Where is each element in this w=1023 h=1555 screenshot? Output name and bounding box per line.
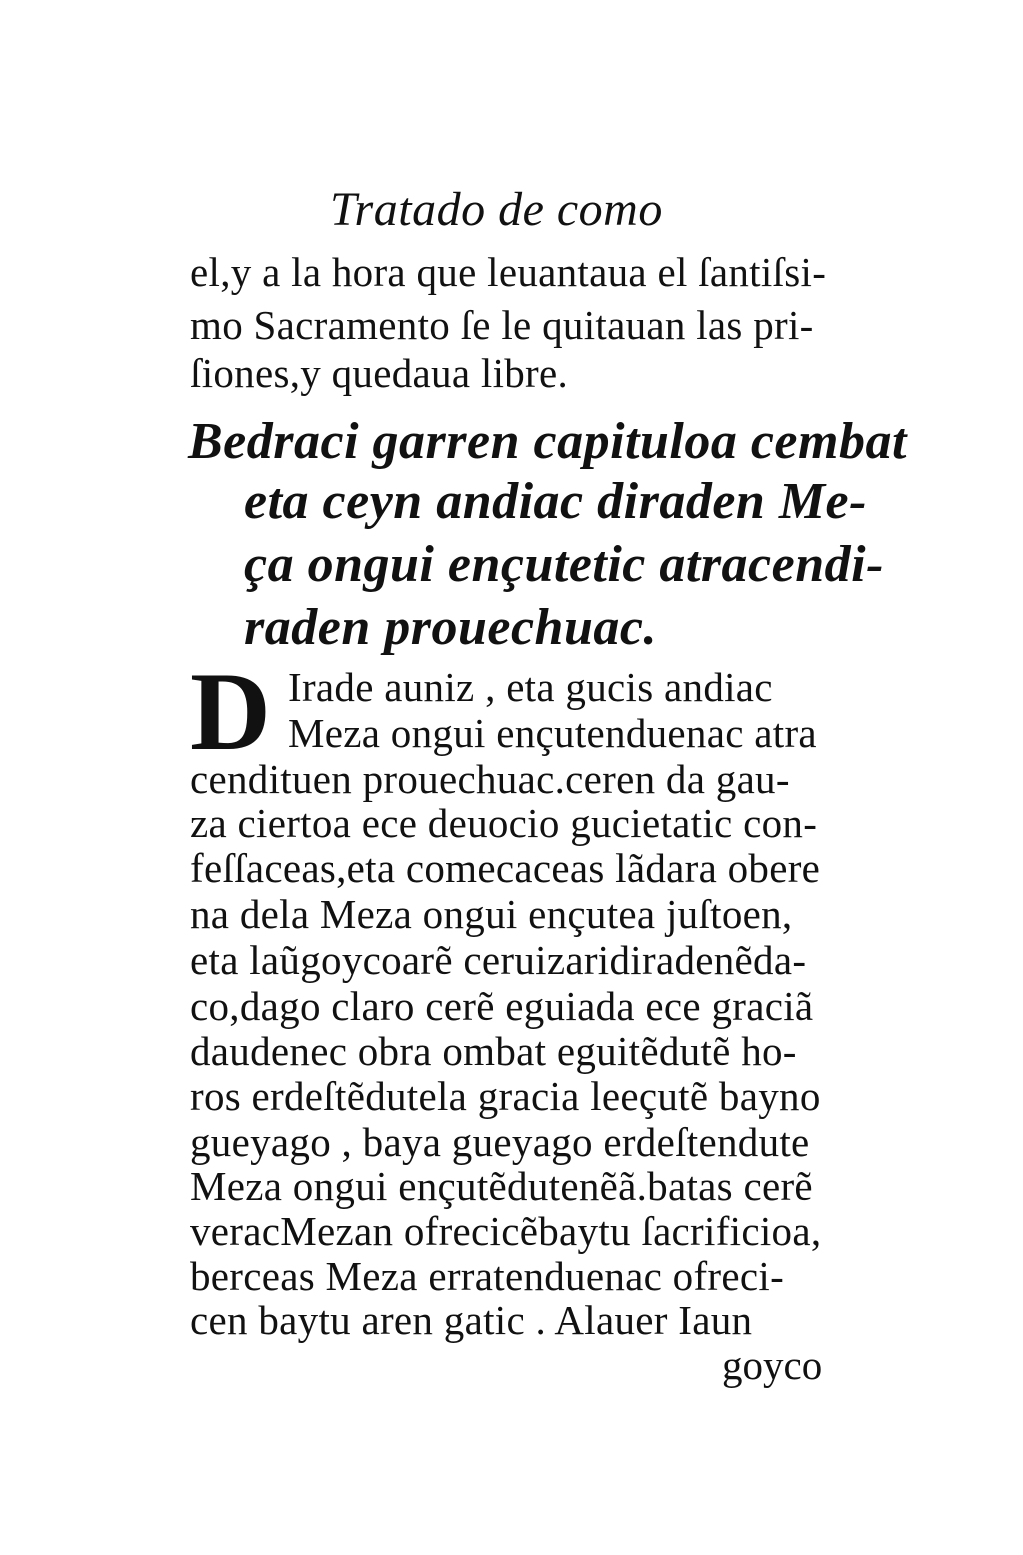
body-line: eta laũgoycoarẽ ceruizaridiradenẽda- [190, 937, 807, 983]
catchword: goyco [722, 1342, 823, 1388]
drop-cap: D [190, 650, 271, 774]
chapter-heading-line: ça ongui ençutetic atracendi- [244, 536, 884, 593]
body-line: berceas Meza erratenduenac ofreci- [190, 1253, 785, 1299]
body-line: cendituen prouechuac.ceren da gau- [190, 756, 790, 802]
body-line: Meza ongui ençutenduenac atra [288, 710, 817, 756]
intro-line: el,y a la hora que leuantaua el ſantiſsi- [190, 249, 827, 295]
body-line: za ciertoa ece deuocio gucietatic con- [190, 800, 818, 846]
body-line: Meza ongui ençutẽdutenẽã.batas cerẽ [190, 1163, 813, 1209]
body-line: feſſaceas,eta comecaceas lãdara obere [190, 845, 821, 891]
body-line: cen baytu aren gatic . Alauer Iaun [190, 1297, 753, 1343]
chapter-heading-line: raden prouechuac. [244, 599, 657, 656]
running-header: Tratado de como [330, 183, 663, 236]
intro-line: ſiones,y quedaua libre. [190, 350, 569, 396]
body-line: na dela Meza ongui ençutea juſtoen, [190, 891, 793, 937]
body-line: co,dago claro cerẽ eguiada ece graciã [190, 983, 814, 1029]
body-line: ros erdeſtẽdutela gracia leeçutẽ bayno [190, 1073, 821, 1119]
body-line: veracMezan ofrecicẽbaytu ſacrificioa, [190, 1208, 822, 1254]
body-line: gueyago , baya gueyago erdeſtendute [190, 1119, 810, 1165]
body-line: Irade auniz , eta gucis andiac [288, 664, 773, 710]
intro-line: mo Sacramento ſe le quitauan las pri- [190, 302, 814, 348]
chapter-heading-line: eta ceyn andiac diraden Me- [244, 473, 867, 530]
chapter-heading-line: Bedraci garren capituloa cembat [188, 413, 907, 470]
body-line: daudenec obra ombat eguitẽdutẽ ho- [190, 1028, 797, 1074]
